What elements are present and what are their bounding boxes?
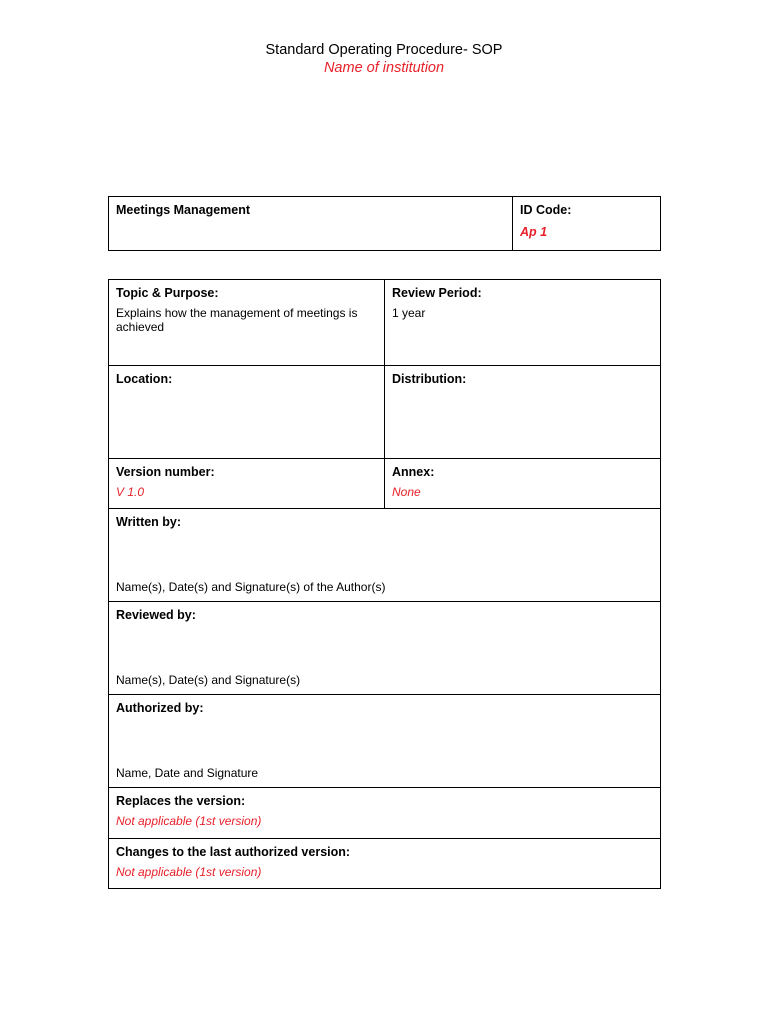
review-period-value: 1 year (392, 306, 426, 320)
version-number-value: V 1.0 (116, 485, 145, 499)
authorized-by-label: Authorized by: (116, 701, 204, 715)
procedure-name-cell (109, 197, 512, 250)
reviewed-by-hint: Name(s), Date(s) and Signature(s) (116, 673, 301, 687)
replaces-version-value: Not applicable (1st version) (116, 814, 262, 828)
review-period-cell (385, 280, 660, 365)
topic-purpose-value: Explains how the management of meetings is achieved (116, 306, 358, 334)
annex-label: Annex: (392, 465, 435, 479)
authorized-by-hint: Name, Date and Signature (116, 766, 259, 780)
procedure-name: Meetings Management (116, 203, 251, 217)
version-number-cell (109, 459, 384, 508)
replaces-version-label: Replaces the version: (116, 794, 246, 808)
version-number-label: Version number: (116, 465, 215, 479)
id-table (108, 196, 661, 251)
distribution-cell (385, 366, 660, 458)
changes-cell (109, 839, 660, 888)
details-table (108, 279, 661, 889)
written-by-label: Written by: (116, 515, 182, 529)
reviewed-by-label: Reviewed by: (116, 608, 196, 622)
written-by-cell (109, 509, 660, 601)
id-code-label: ID Code: (520, 203, 572, 217)
id-code-cell (513, 197, 660, 250)
document-title: Standard Operating Procedure- SOP (265, 42, 503, 58)
reviewed-by-cell (109, 602, 660, 694)
distribution-label: Distribution: (392, 372, 467, 386)
changes-value: Not applicable (1st version) (116, 865, 262, 879)
topic-purpose-cell (109, 280, 384, 365)
annex-value: None (392, 485, 421, 499)
annex-cell (385, 459, 660, 508)
institution-name: Name of institution (323, 60, 445, 76)
replaces-version-cell (109, 788, 660, 838)
changes-label: Changes to the last authorized version: (116, 845, 351, 859)
location-label: Location: (116, 372, 173, 386)
id-code-value: Ap 1 (520, 225, 548, 239)
authorized-by-cell (109, 695, 660, 787)
location-cell (109, 366, 384, 458)
topic-purpose-label: Topic & Purpose: (116, 286, 219, 300)
review-period-label: Review Period: (392, 286, 482, 300)
written-by-hint: Name(s), Date(s) and Signature(s) of the Author(s) (116, 580, 386, 594)
